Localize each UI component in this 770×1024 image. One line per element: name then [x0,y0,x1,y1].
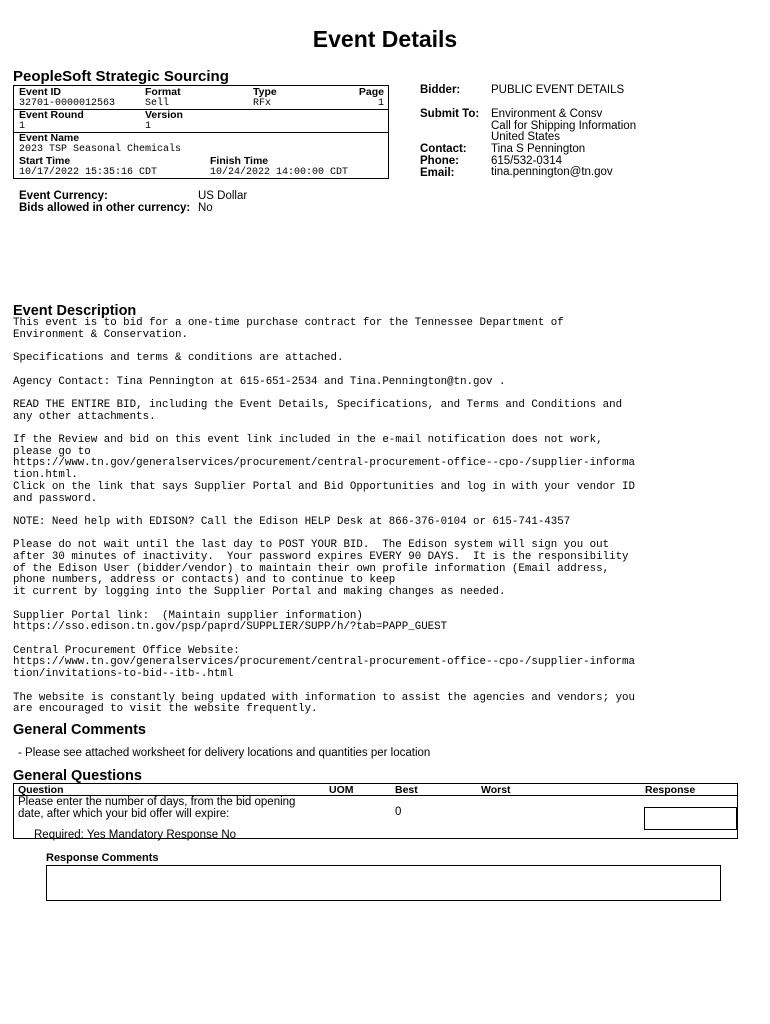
bidder-label: Bidder: [420,84,461,96]
required-text: Required: Yes Mandatory Response No [34,829,237,841]
general-questions-heading: General Questions [13,768,142,784]
version-label: Version [145,109,183,121]
col-response: Response [645,784,696,796]
start-time-value: 10/17/2022 15:35:16 CDT [19,167,158,178]
format-label: Format [145,86,181,98]
col-uom: UOM [329,784,354,796]
type-label: Type [253,86,277,98]
start-time-label: Start Time [19,155,71,167]
submit-to-label: Submit To: [420,108,480,120]
page-value: 1 [377,98,384,109]
other-currency-label: Bids allowed in other currency: [19,202,191,214]
finish-time-value: 10/24/2022 14:00:00 CDT [210,167,349,178]
contact-email: tina.pennington@tn.gov [491,166,613,178]
col-question: Question [18,784,64,796]
finish-time-label: Finish Time [210,155,269,167]
page-title: Event Details [312,26,458,52]
response-comments-label: Response Comments [46,852,159,864]
col-best: Best [395,784,418,796]
contact-label: Contact: [420,143,467,155]
event-info-box [13,85,389,179]
general-comments-heading: General Comments [13,722,146,738]
event-id-value: 32701-0000012563 [19,98,116,109]
event-round-value: 1 [19,121,26,132]
event-description-heading: Event Description [13,303,137,319]
version-value: 1 [145,121,152,132]
response-comments-input[interactable] [46,865,721,901]
submit-line: United States [491,131,561,143]
page-label: Page [358,86,384,98]
format-value: Sell [145,98,170,109]
question-text: Please enter the number of days, from the bid opening date, after which your bid offer will expire: [18,796,296,820]
email-label: Email: [420,167,455,179]
general-comments-text: - Please see attached worksheet for delivery locations and quantities per location [18,747,431,759]
event-name-value: 2023 TSP Seasonal Chemicals [19,144,182,155]
org-name: PeopleSoft Strategic Sourcing [13,68,229,85]
col-worst: Worst [481,784,511,796]
best-value: 0 [395,806,402,818]
contact-phone: 615/532-0314 [491,155,562,167]
event-description-text: This event is to bid for a one-time purchase contract for the Tennessee Department of Environment & Conservation. Specifications and terms & conditions are attached. Agency Contact: Tina Pennington at 615-651-2534 and Tina.Pennington@tn.gov . READ THE ENTIRE BID, including the Event Details, Specifications, and Terms and Conditions and any other attachments. If the Review and bid on this event link included in the e-mail notification does not work, please go to https://www.tn.gov/generalservices/procurement/central-procurement-office--cpo-/supplier-informa tion.html. Click on the link that says Supplier Portal and Bid Opportunities and log in with your vendor ID and password. NOTE: Need help with EDISON? Call the Edison HELP Desk at 866-376-0104 or 615-741-4357 Please do not wait until the last day to POST YOUR BID. The Edison system will sign you out after 30 minutes of inactivity. Your password expires EVERY 90 DAYS. It is the responsibility of the Edison User (bidder/vendor) to maintain their own profile information (Email address, phone numbers, address or contacts) and to continue to keep it current by logging into the Supplier Portal and making changes as needed. Supplier Portal link: (Maintain supplier information) https://sso.edison.tn.gov/psp/paprd/SUPPLIER/SUPP/h/?tab=PAPP_GUEST Central Procurement Office Website: https://www.tn.gov/generalservices/procurement/central-procurement-office--cpo-/supplier-informa tion/invitations-to-bid--itb-.html The website is constantly being updated with information to assist the agencies and vendors; you are encouraged to visit the website frequently. [13,317,636,716]
contact-name: Tina S Pennington [491,143,586,155]
event-round-label: Event Round [19,109,84,121]
other-currency-value: No [198,202,213,214]
event-id-label: Event ID [19,86,62,98]
type-value: RFx [253,98,272,109]
response-input[interactable] [644,807,737,830]
submit-line: Environment & Consv [491,108,603,120]
event-name-label: Event Name [19,132,80,144]
event-currency-value: US Dollar [198,190,248,202]
phone-label: Phone: [420,155,459,167]
bidder-value: PUBLIC EVENT DETAILS [491,84,625,96]
submit-line: Call for Shipping Information [491,120,637,132]
event-currency-label: Event Currency: [19,190,108,202]
